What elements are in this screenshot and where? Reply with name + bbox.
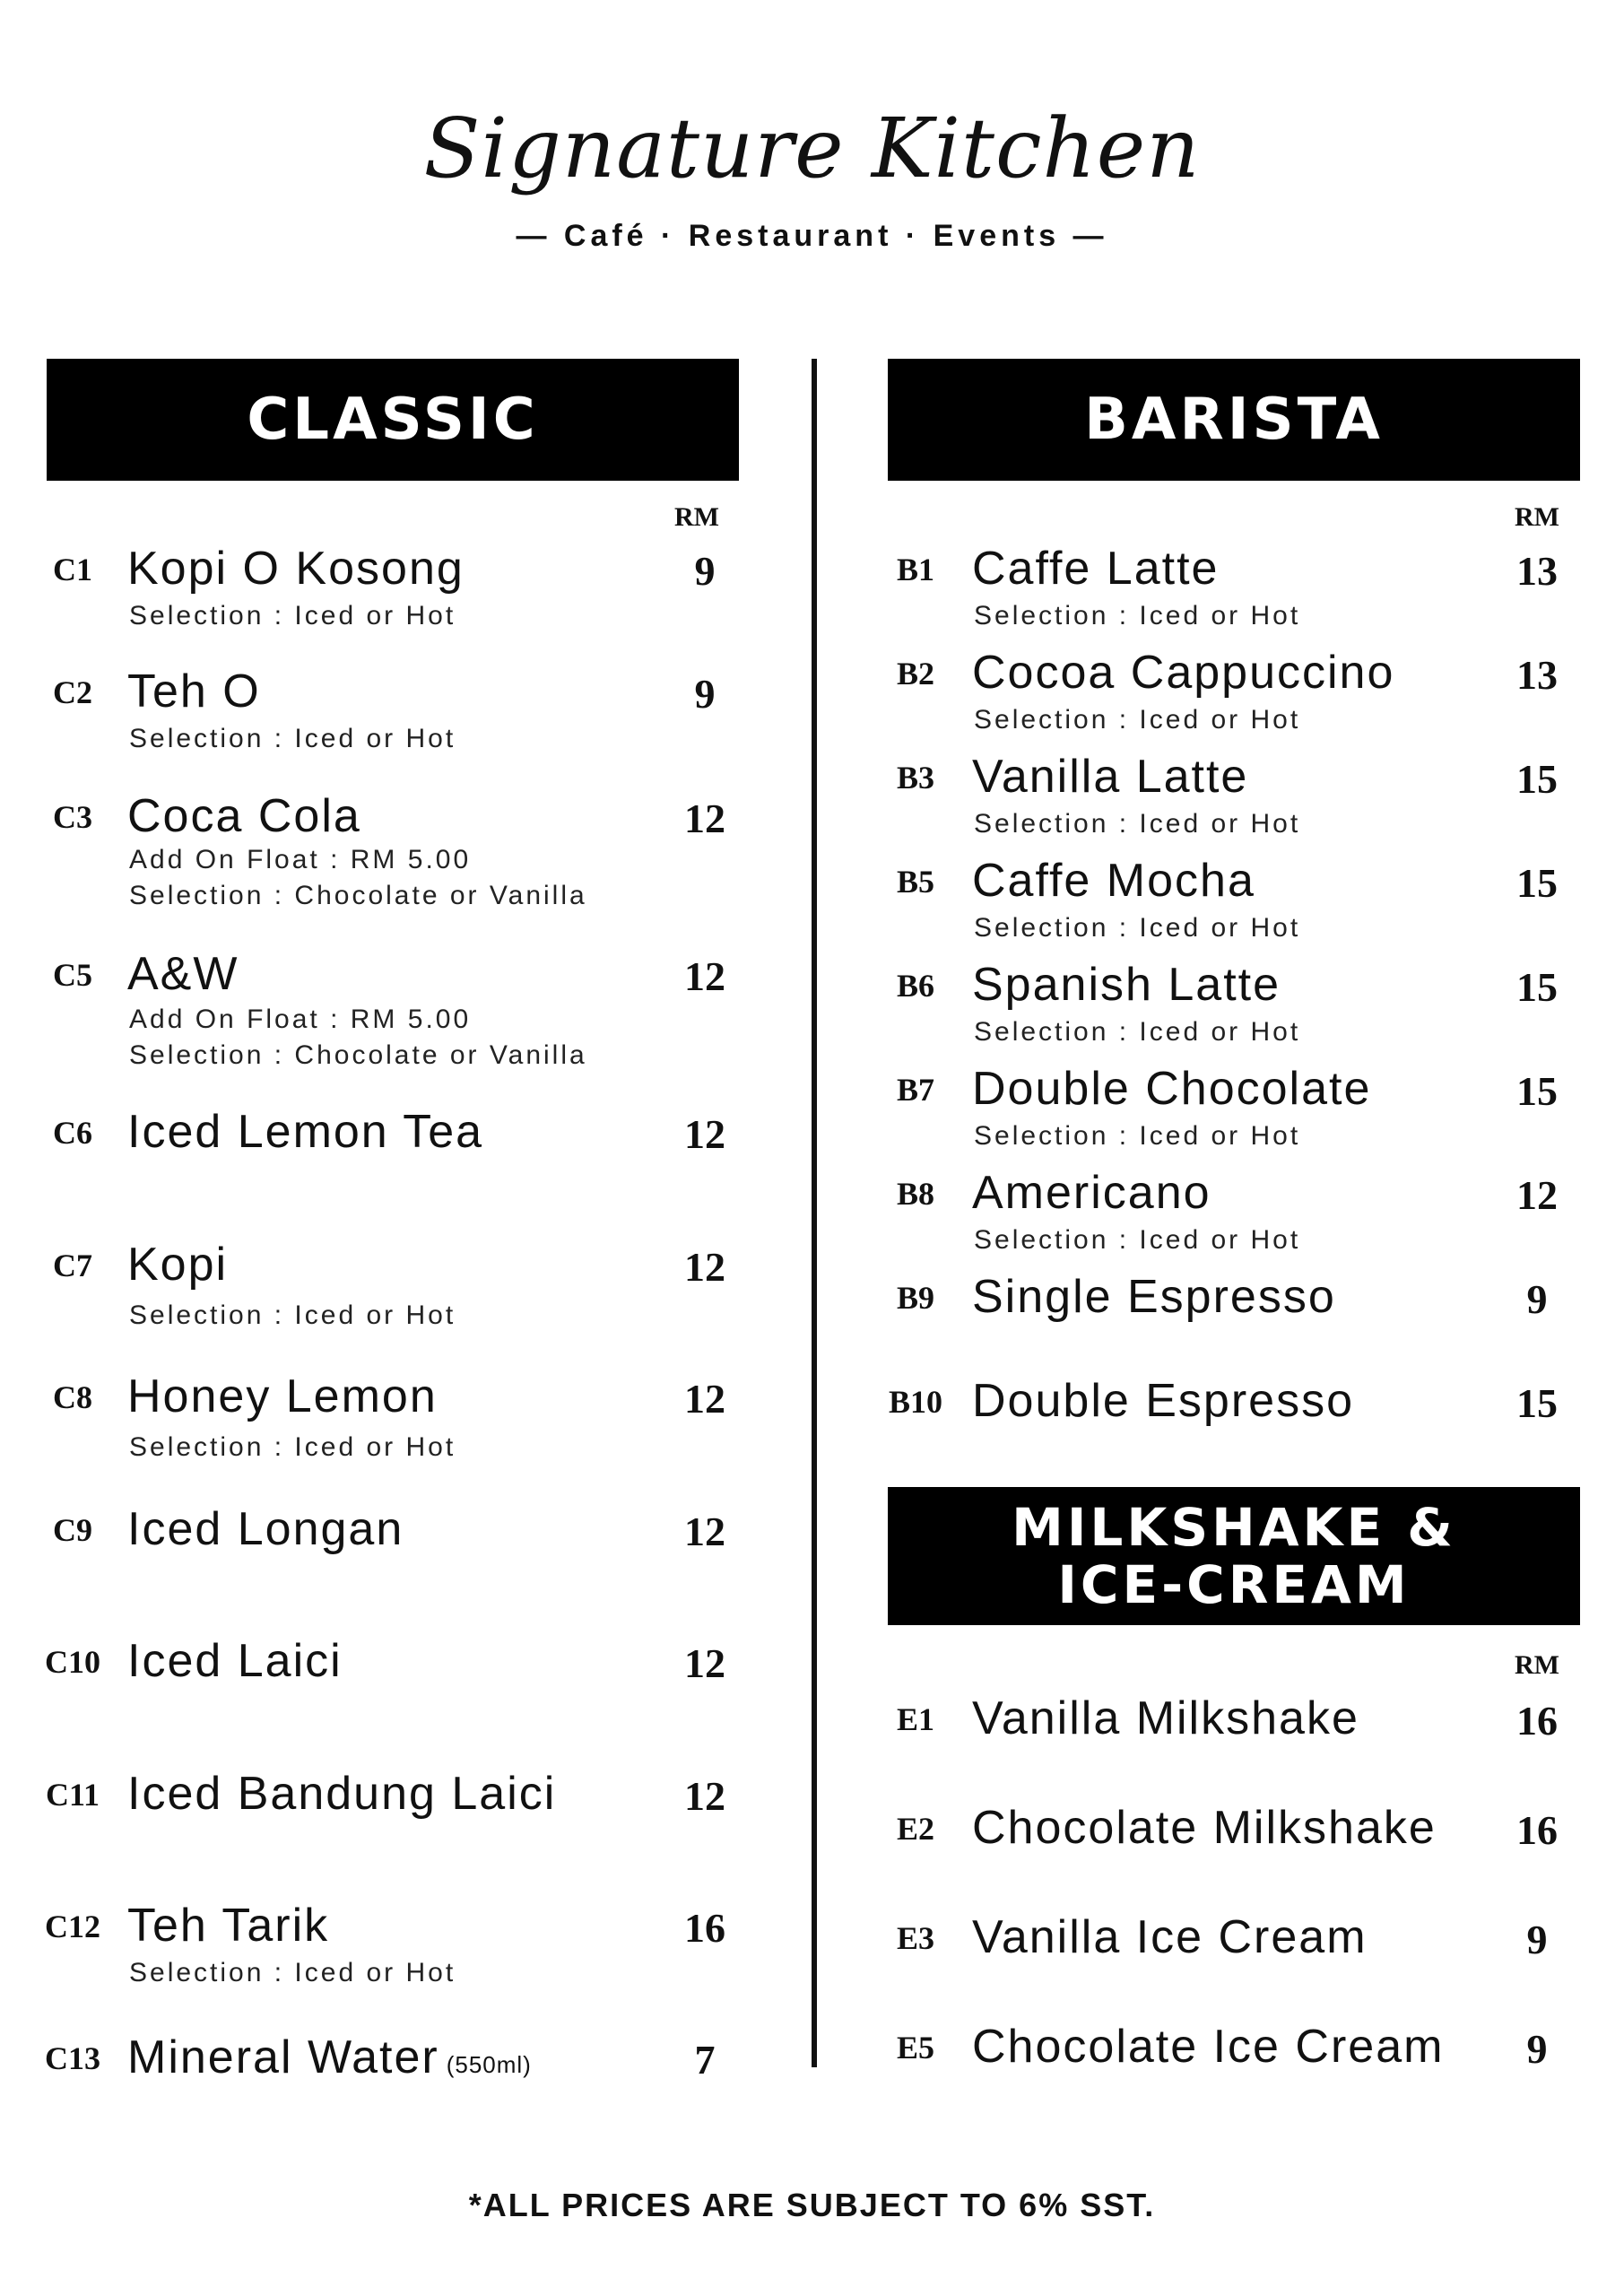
item-code: B2	[896, 656, 934, 691]
item-price: 13	[1516, 548, 1558, 594]
item-name: Vanilla Latte	[972, 751, 1249, 803]
item-price: 15	[1516, 1380, 1558, 1426]
item-name: Kopi O Kosong	[127, 543, 465, 595]
item-note: Selection : Chocolate or Vanilla	[129, 881, 587, 910]
item-price: 9	[1526, 1917, 1548, 1962]
item-note: Selection : Iced or Hot	[129, 1432, 456, 1462]
column-divider	[812, 359, 817, 2067]
item-code: E2	[896, 1811, 934, 1847]
item-price: 13	[1516, 652, 1558, 698]
item-note: Selection : Iced or Hot	[974, 1017, 1301, 1047]
brand-header	[0, 100, 1624, 254]
item-code: C9	[53, 1512, 92, 1548]
item-price: 12	[684, 1111, 725, 1157]
item-name: Caffe Mocha	[972, 855, 1255, 907]
item-note: Selection : Iced or Hot	[974, 601, 1301, 631]
brand-logo: Signature Kitchen	[423, 100, 1201, 196]
item-name: Double Chocolate	[972, 1063, 1372, 1115]
item-price: 7	[694, 2037, 716, 2083]
item-price: 12	[684, 796, 725, 841]
item-code: C10	[45, 1644, 100, 1680]
item-price: 9	[694, 671, 716, 717]
currency-label-barista: RM	[1515, 502, 1559, 532]
item-name: Coca Cola	[127, 790, 361, 842]
item-name: Chocolate Milkshake	[972, 1802, 1437, 1854]
item-price: 12	[684, 1244, 725, 1290]
item-code: C1	[53, 552, 92, 587]
item-code: C6	[53, 1115, 92, 1151]
item-name: Caffe Latte	[972, 543, 1220, 595]
item-price: 16	[684, 1905, 725, 1951]
item-code: B9	[896, 1280, 934, 1316]
item-code: B3	[896, 760, 934, 796]
item-name: Vanilla Milkshake	[972, 1692, 1359, 1744]
item-name	[127, 2031, 532, 2084]
item-code: B1	[896, 552, 934, 587]
item-name: Vanilla Ice Cream	[972, 1911, 1368, 1963]
item-price: 12	[1516, 1172, 1558, 1218]
item-note: Selection : Iced or Hot	[974, 1121, 1301, 1151]
currency-label-milkshake: RM	[1515, 1650, 1559, 1680]
item-note: Selection : Iced or Hot	[129, 1958, 456, 1987]
item-code: C2	[53, 674, 92, 710]
item-code: E1	[896, 1701, 934, 1737]
item-price: 9	[1526, 1276, 1548, 1322]
item-price: 12	[684, 1376, 725, 1422]
item-note: Selection : Iced or Hot	[974, 809, 1301, 839]
section-heading-line: ICE-CREAM	[1057, 1554, 1411, 1615]
item-code: C8	[53, 1379, 92, 1415]
item-name-text: Mineral Water	[127, 2031, 439, 2083]
item-code: C3	[53, 799, 92, 835]
item-name: A&W	[127, 948, 239, 1000]
item-price: 15	[1516, 860, 1558, 906]
item-code: B6	[896, 968, 934, 1004]
item-name: Iced Bandung Laici	[127, 1768, 557, 1820]
section-heading-line: MILKSHAKE &	[1012, 1497, 1456, 1558]
item-name: Kopi	[127, 1239, 229, 1291]
item-note: Selection : Iced or Hot	[129, 724, 456, 753]
item-name: Chocolate Ice Cream	[972, 2021, 1445, 2073]
item-code: B7	[896, 1072, 934, 1108]
item-note: Selection : Iced or Hot	[974, 705, 1301, 735]
item-name: Iced Longan	[127, 1503, 404, 1555]
item-code: B5	[896, 864, 934, 900]
item-price: 9	[694, 548, 716, 594]
section-heading-barista: BARISTA	[888, 359, 1580, 481]
item-size: (550ml)	[446, 2051, 532, 2078]
item-price: 12	[684, 1773, 725, 1819]
item-code: B8	[896, 1176, 934, 1212]
item-price: 12	[684, 1509, 725, 1554]
item-name: Cocoa Cappuccino	[972, 647, 1395, 699]
item-name: Teh Tarik	[127, 1900, 330, 1952]
item-note: Add On Float : RM 5.00	[129, 845, 472, 874]
item-name: Honey Lemon	[127, 1370, 438, 1422]
item-code: C11	[45, 1777, 100, 1813]
item-name: Teh O	[127, 665, 261, 718]
item-code: C7	[53, 1248, 92, 1283]
item-code: E5	[896, 2030, 934, 2066]
item-price: 16	[1516, 1698, 1558, 1744]
item-note: Selection : Iced or Hot	[129, 1300, 456, 1330]
item-price: 12	[684, 953, 725, 999]
item-code: E3	[896, 1920, 934, 1956]
item-price: 15	[1516, 756, 1558, 802]
item-code: C13	[45, 2040, 100, 2076]
item-price: 16	[1516, 1807, 1558, 1853]
item-price: 9	[1526, 2026, 1548, 2072]
section-heading-milkshake	[888, 1487, 1580, 1625]
currency-label-classic: RM	[674, 502, 719, 532]
footer-note: *ALL PRICES ARE SUBJECT TO 6% SST.	[468, 2187, 1156, 2223]
item-name: Single Espresso	[972, 1271, 1336, 1323]
section-heading-classic: CLASSIC	[47, 359, 739, 481]
item-code: C12	[45, 1909, 100, 1944]
item-note: Selection : Iced or Hot	[974, 913, 1301, 943]
item-note: Add On Float : RM 5.00	[129, 1004, 472, 1034]
item-note: Selection : Chocolate or Vanilla	[129, 1040, 587, 1070]
item-code: C5	[53, 957, 92, 993]
item-price: 15	[1516, 964, 1558, 1010]
item-name: Iced Lemon Tea	[127, 1106, 484, 1158]
item-price: 12	[684, 1640, 725, 1686]
item-code: B10	[888, 1384, 942, 1420]
item-name: Americano	[972, 1167, 1211, 1219]
item-note: Selection : Iced or Hot	[974, 1225, 1301, 1255]
item-price: 15	[1516, 1068, 1558, 1114]
brand-tagline: — Café · Restaurant · Events —	[516, 219, 1108, 253]
item-name: Iced Laici	[127, 1635, 343, 1687]
item-name: Spanish Latte	[972, 959, 1281, 1011]
item-note: Selection : Iced or Hot	[129, 601, 456, 631]
item-name: Double Espresso	[972, 1375, 1354, 1427]
